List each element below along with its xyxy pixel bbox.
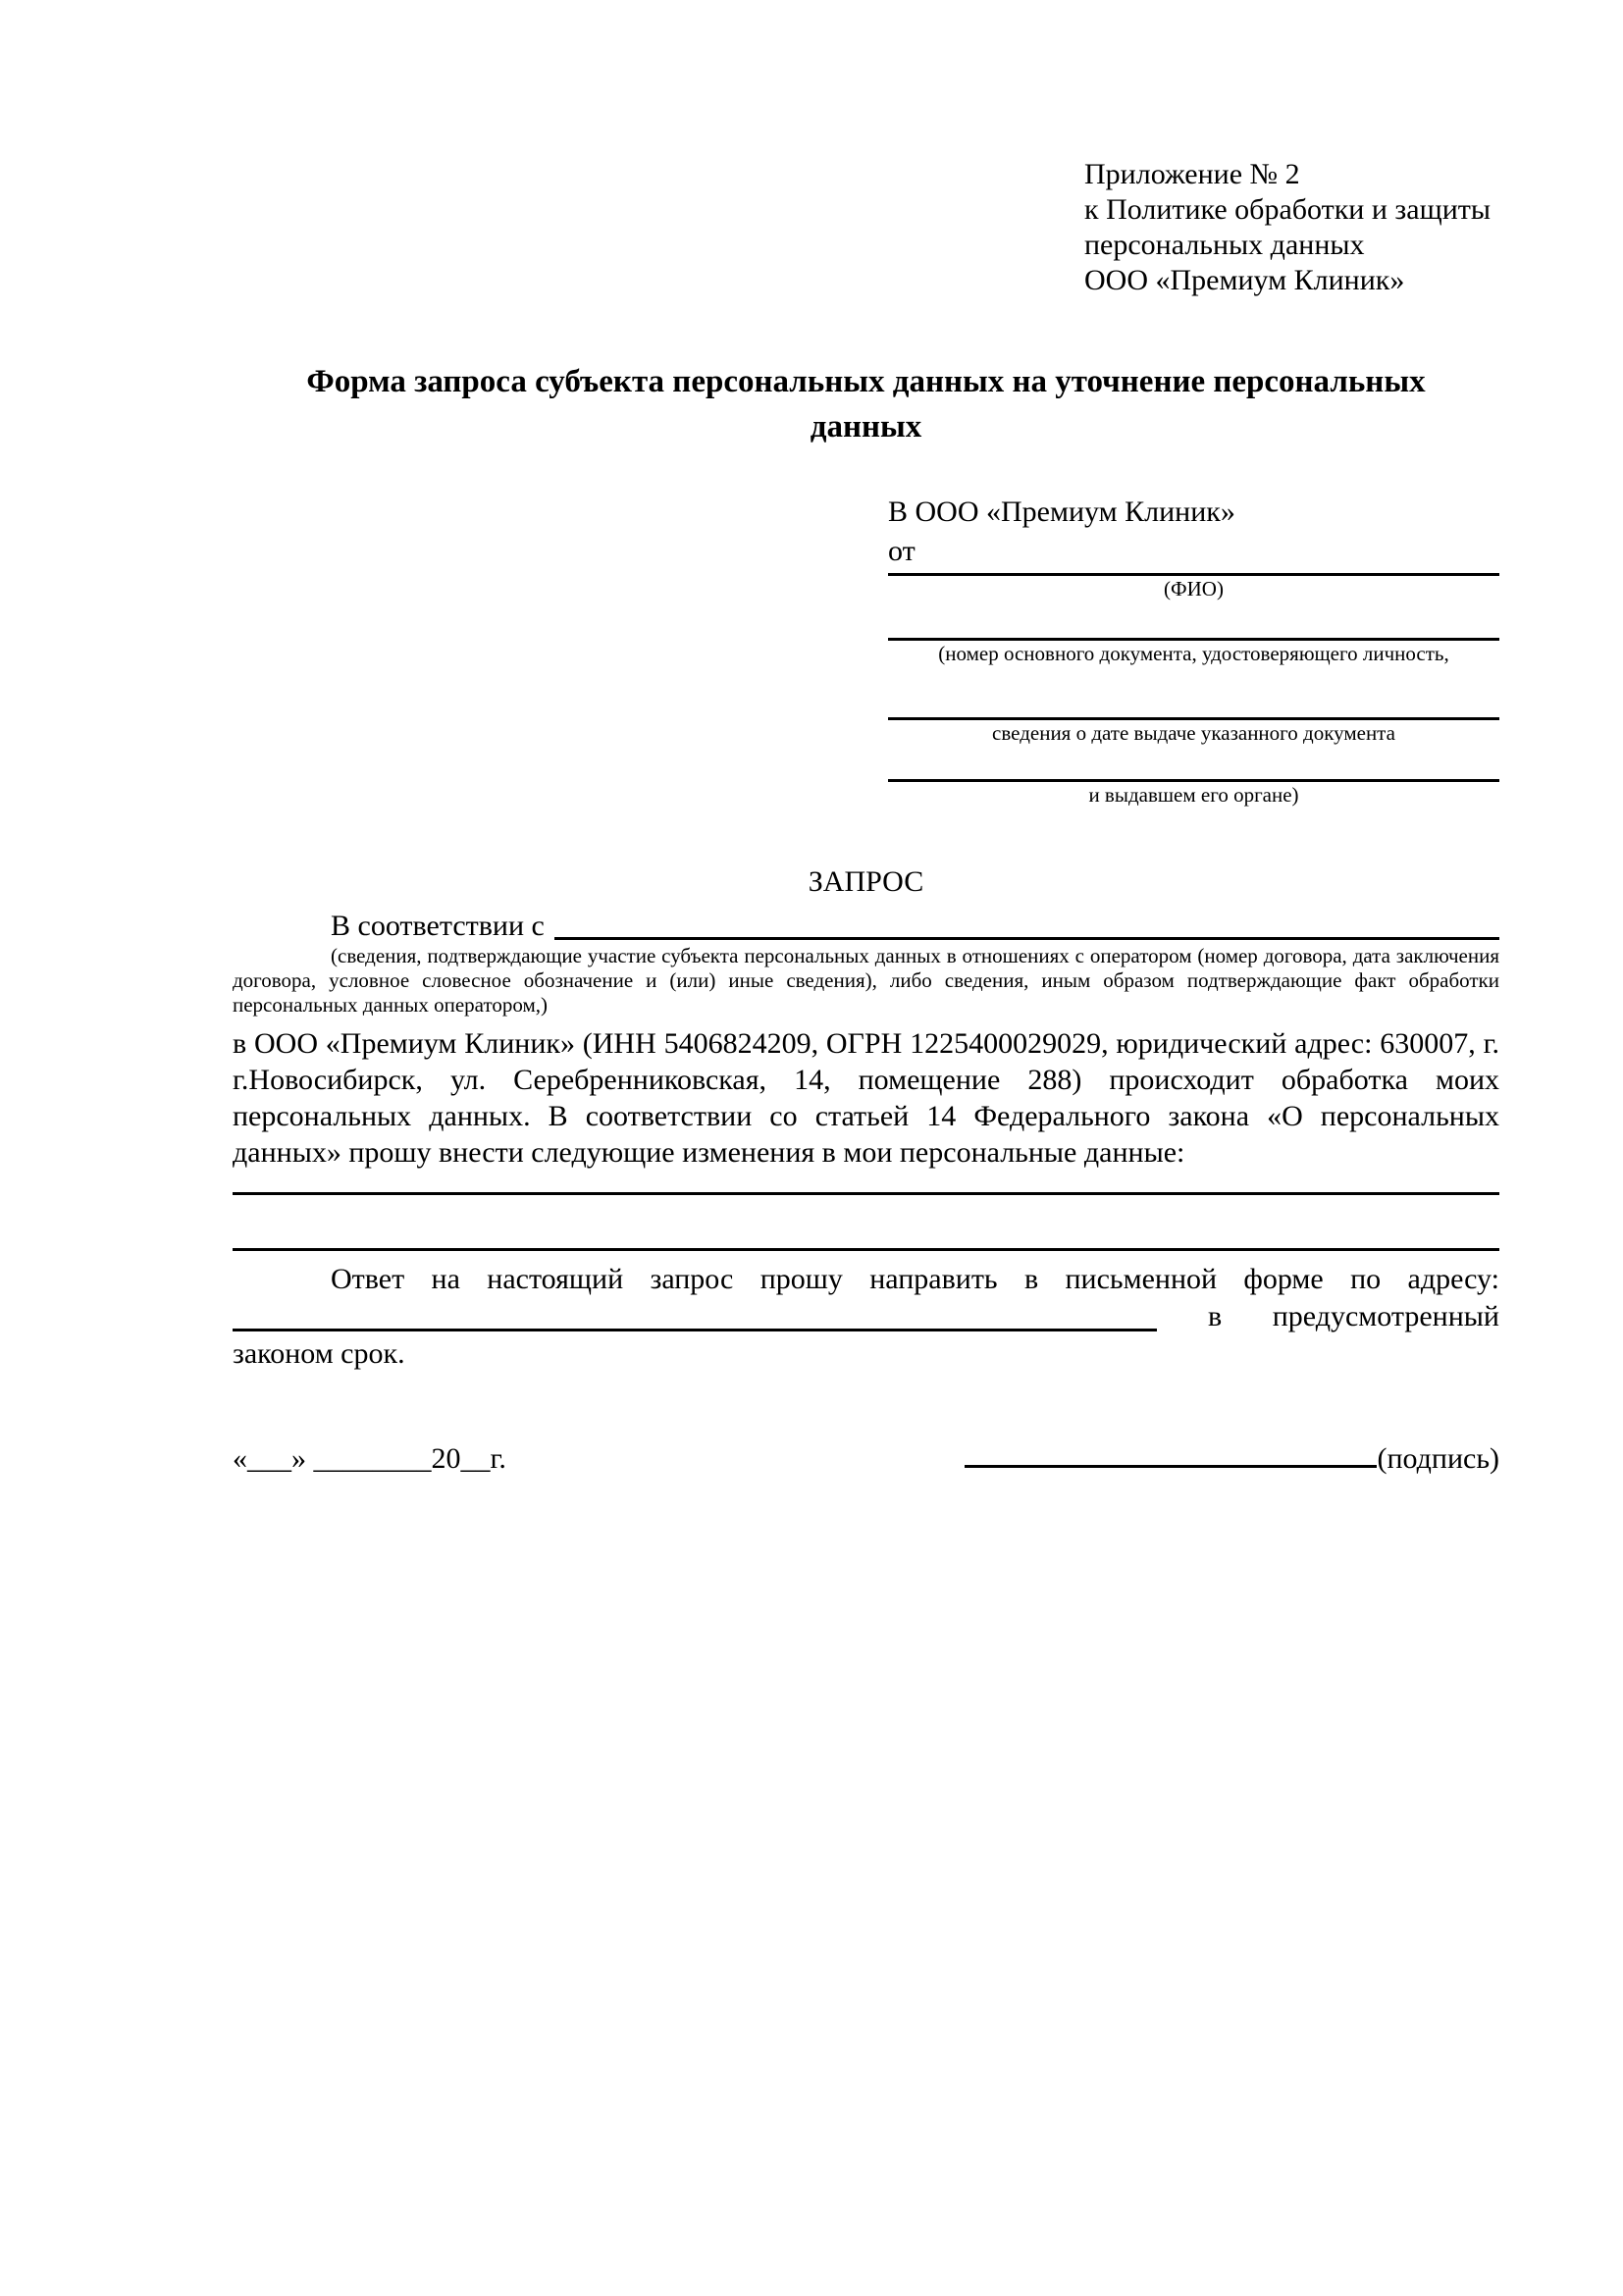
reply-word-predusmotrenny: предусмотренный	[1272, 1300, 1499, 1332]
appendix-line-1: Приложение № 2	[1084, 158, 1300, 190]
fio-caption: (ФИО)	[1164, 577, 1224, 600]
appendix-line-3: персональных данных	[1084, 229, 1365, 261]
page-title: Форма запроса субъекта персональных данных на уточнение персональных данных	[306, 364, 1426, 444]
basis-fine-print: (сведения, подтверждающие участие субъекта персональных данных в отношениях с оператором (номер договора, дата заключения договора, условное словесное обозначение и (или) иные сведения), либо сведения, иным образом подтверждающие факт обработки персональных данных оператором,)	[233, 944, 1499, 1017]
appendix-header	[1084, 157, 1499, 298]
changes-blank-line-2	[233, 1195, 1499, 1251]
document-number-caption: (номер основного документа, удостоверяющего личность,	[938, 642, 1449, 665]
signature-caption: (подпись)	[1377, 1442, 1499, 1475]
signature-blank-line	[965, 1437, 1377, 1468]
basis-blank-line	[554, 909, 1499, 940]
signature-field	[965, 1437, 1499, 1478]
changes-blank-line-1	[233, 1171, 1499, 1195]
addressee-from-label: от	[888, 535, 916, 567]
appendix-line-4: ООО «Премиум Клиник»	[1084, 264, 1405, 296]
addressee-to: В ООО «Премиум Клиник»	[888, 496, 1235, 528]
reply-paragraph: Ответ на настоящий запрос прошу направить в письменной форме по адресу:	[331, 1263, 1499, 1295]
request-body-paragraph: в ООО «Премиум Клиник» (ИНН 5406824209, ОГРН 1225400029029, юридический адрес: 630007, г. г.Новосибирск, ул. Серебренниковская, 14, помещение 288) происходит обработка моих персональных данных. В соответствии со статьей 14 Федерального закона «О персональных данных» прошу внести следующие изменения в мои персональные данные:	[233, 1027, 1499, 1169]
date-field: «___» ________20__г.	[233, 1442, 506, 1475]
basis-line	[233, 909, 1499, 944]
address-blank-line	[233, 1299, 1157, 1331]
issuing-authority-caption: и выдавшем его органе)	[1088, 783, 1299, 807]
document-number-blank-line	[888, 602, 1499, 641]
reply-term-text: законом срок.	[233, 1337, 405, 1370]
appendix-line-2: к Политике обработки и защиты	[1084, 193, 1492, 226]
issue-date-caption: сведения о дате выдаче указанного документа	[992, 721, 1395, 745]
date-signature-row	[233, 1437, 1499, 1478]
request-heading: ЗАПРОС	[808, 865, 924, 898]
reply-address-line	[233, 1298, 1499, 1335]
addressee-block	[888, 493, 1499, 809]
issuing-authority-blank-line	[888, 747, 1499, 782]
reply-word-v: в	[1207, 1300, 1223, 1332]
issue-date-blank-line	[888, 667, 1499, 720]
basis-label: В соответствии с	[331, 910, 545, 942]
